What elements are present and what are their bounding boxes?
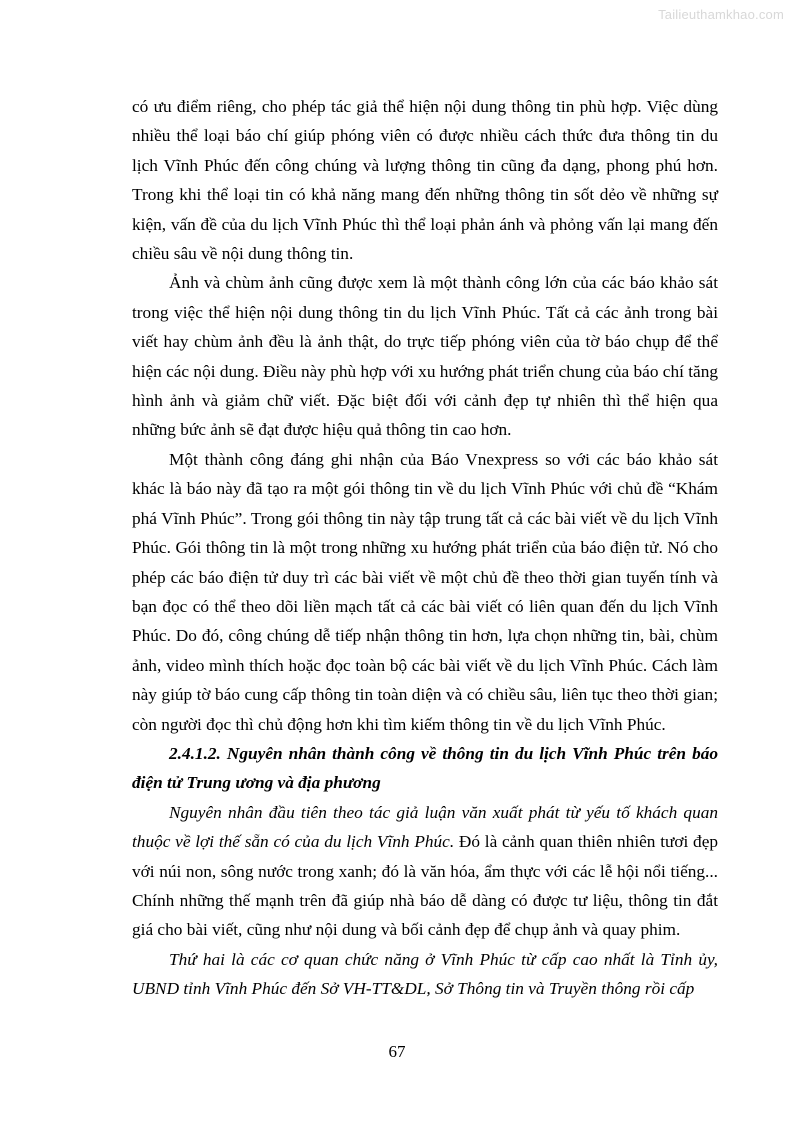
paragraph-3: Một thành công đáng ghi nhận của Báo Vnexpress so với các báo khảo sát khác là báo này đã tạo ra một gói thông tin về du lịch Vĩnh Phúc với chủ đề “Khám phá Vĩnh Phúc”. Trong gói thông tin này tập trung tất cả các bài viết về du lịch Vĩnh Phúc. Gói thông tin là một trong những xu hướng phát triển của báo điện tử. Nó cho phép các báo điện tử duy trì các bài viết về một chủ đề theo thời gian tuyến tính và bạn đọc có thể theo dõi liền mạch tất cả các bài viết có liên quan đến du lịch Vĩnh Phúc. Do đó, công chúng dễ tiếp nhận thông tin hơn, lựa chọn những tin, bài, chùm ảnh, video mình thích hoặc đọc toàn bộ các bài viết về du lịch Vĩnh Phúc. Cách làm này giúp tờ báo cung cấp thông tin toàn diện và có chiều sâu, liên tục theo thời gian; còn người đọc thì chủ động hơn khi tìm kiếm thông tin về du lịch Vĩnh Phúc. bbox=[132, 449, 718, 734]
paragraph-2: Ảnh và chùm ảnh cũng được xem là một thành công lớn của các báo khảo sát trong việc thể hiện nội dung thông tin du lịch Vĩnh Phúc. Tất cả các ảnh trong bài viết hay chùm ảnh đều là ảnh thật, do trực tiếp phóng viên của tờ báo chụp để thể hiện các nội dung. Điều này phù hợp với xu hướng phát triển chung của báo chí tăng hình ảnh và giảm chữ viết. Đặc biệt đối với cảnh đẹp tự nhiên thì thể hiện qua những bức ảnh sẽ đạt được hiệu quả thông tin cao hơn. bbox=[132, 273, 718, 440]
paragraph-4-italic: Nguyên nhân đầu tiên theo tác giả luận văn xuất phát từ yếu tố khách quan thuộc về lợi thế sẵn có của du lịch Vĩnh Phúc. bbox=[132, 802, 718, 852]
paragraph-5: Thứ hai là các cơ quan chức năng ở Vĩnh Phúc từ cấp cao nhất là Tỉnh ủy, UBND tỉnh Vĩnh Phúc đến Sở VH-TT&DL, Sở Thông tin và Truyền thông rồi cấp bbox=[132, 949, 718, 999]
watermark: Tailieuthamkhao.com bbox=[658, 7, 784, 22]
paragraph-4 bbox=[132, 798, 718, 945]
page-body bbox=[132, 92, 718, 1004]
page-number: 67 bbox=[388, 1042, 406, 1061]
paragraph-4-text: Đó là cảnh quan thiên nhiên tươi đẹp với núi non, sông nước trong xanh; đó là văn hóa, ẩm thực với các lễ hội nổi tiếng... Chính những thế mạnh trên đã giúp nhà báo dễ dàng có được tư liệu, thông tin đắt giá cho bài viết, cũng như nội dung và bối cảnh đẹp để chụp ảnh và quay phim. bbox=[132, 832, 719, 940]
section-heading: 2.4.1.2. Nguyên nhân thành công về thông tin du lịch Vĩnh Phúc trên báo điện tử Trung ương và địa phương bbox=[132, 743, 718, 793]
paragraph-1: có ưu điểm riêng, cho phép tác giả thể hiện nội dung thông tin phù hợp. Việc dùng nhiều thể loại báo chí giúp phóng viên có được nhiều cách thức đưa thông tin du lịch Vĩnh Phúc đến công chúng và lượng thông tin cũng đa dạng, phong phú hơn. Trong khi thể loại tin có khả năng mang đến những thông tin sốt dẻo về những sự kiện, vấn đề của du lịch Vĩnh Phúc thì thể loại phản ánh và phỏng vấn lại mang đến chiều sâu về nội dung thông tin. bbox=[132, 97, 718, 264]
